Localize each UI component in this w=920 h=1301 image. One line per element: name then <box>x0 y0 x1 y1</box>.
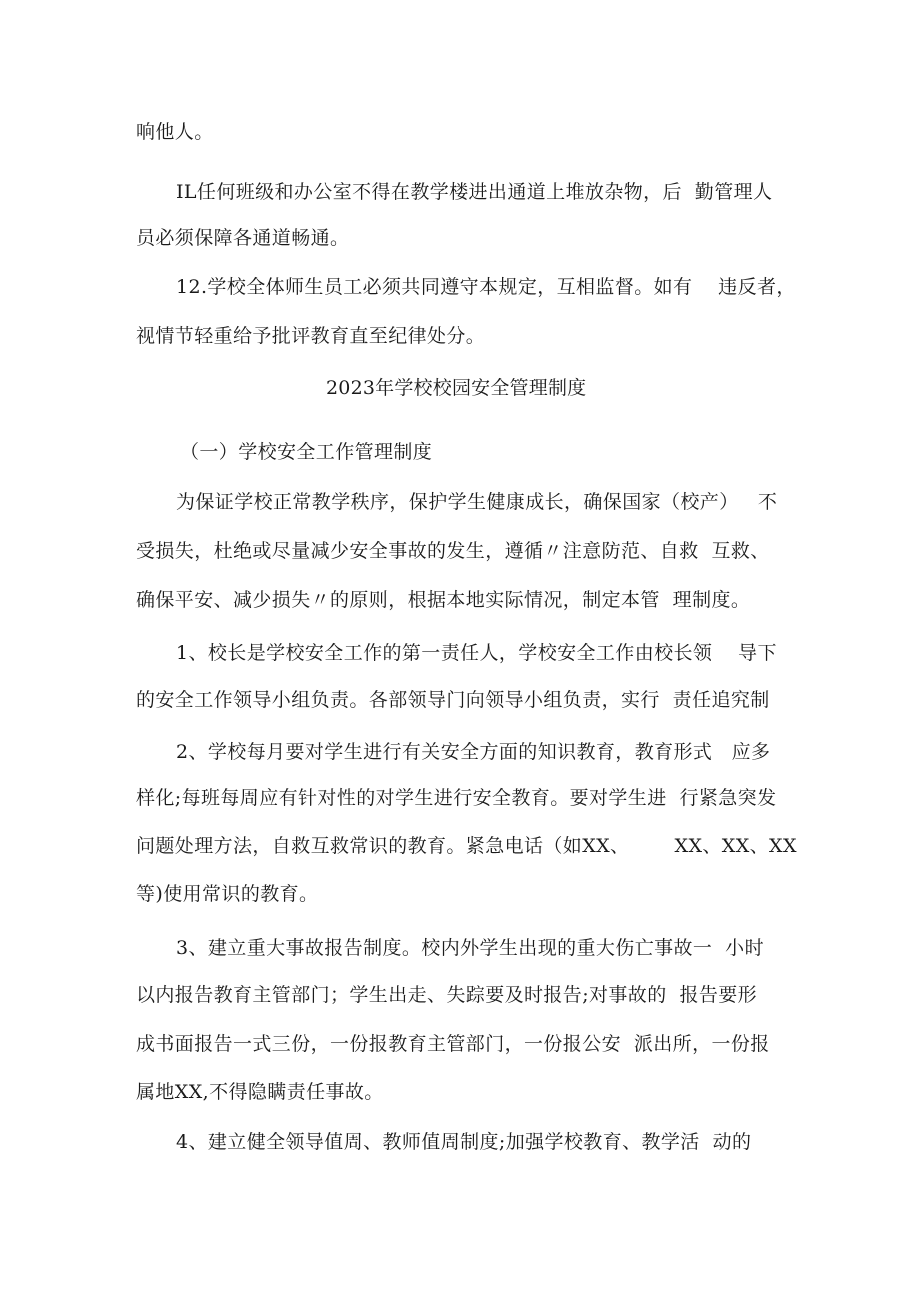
text-line: 受损失，杜绝或尽量减少安全事故的发生，遵循〃注意防范、自救 互救、 <box>136 540 770 562</box>
text-line: 3、建立重大事故报告制度。校内外学生出现的重大伤亡事故一 小时 <box>176 937 764 959</box>
section-title: 2023年学校校园安全管理制度 <box>326 377 587 399</box>
text-line: 样化;每班每周应有针对性的对学生进行安全教育。要对学生进 行紧急突发 <box>136 787 777 809</box>
text-line: 视情节轻重给予批评教育直至纪律处分。 <box>136 325 486 347</box>
text-line: 属地XX,不得隐瞒责任事故。 <box>136 1081 384 1103</box>
subsection-heading: （一）学校安全工作管理制度 <box>180 441 433 463</box>
text-line: IL任何班级和办公室不得在教学楼进出通道上堆放杂物，后 勤管理人 <box>176 181 773 203</box>
text-line: 12.学校全体师生员工必须共同遵守本规定，互相监督。如有 违反者， <box>176 276 796 298</box>
text-line: 的安全工作领导小组负责。各部领导门向领导小组负责，实行 责任追究制 <box>136 689 770 711</box>
text-line: 等)使用常识的教育。 <box>136 883 319 905</box>
text-line: 以内报告教育主管部门；学生出走、失踪要及时报告;对事故的 报告要形 <box>136 984 758 1006</box>
text-line: 4、建立健全领导值周、教师值周制度;加强学校教育、教学活 动的 <box>176 1131 752 1153</box>
text-line: 问题处理方法，自救互救常识的教育。紧急电话（如XX、 XX、XX、XX <box>136 835 797 857</box>
text-line: 1、校长是学校安全工作的第一责任人，学校安全工作由校长领 导下 <box>176 642 777 664</box>
text-line: 确保平安、减少损失〃的原则，根据本地实际情况，制定本管 理制度。 <box>136 589 751 611</box>
text-line: 响他人。 <box>136 121 214 143</box>
text-line: 员必须保障各通道畅通。 <box>136 227 350 249</box>
text-line: 为保证学校正常教学秩序，保护学生健康成长，确保国家（校产） 不 <box>176 491 778 513</box>
text-line: 2、学校每月要对学生进行有关安全方面的知识教育，教育形式 应多 <box>176 741 771 763</box>
text-line: 成书面报告一式三份，一份报教育主管部门，一份报公安 派出所，一份报 <box>136 1033 770 1055</box>
